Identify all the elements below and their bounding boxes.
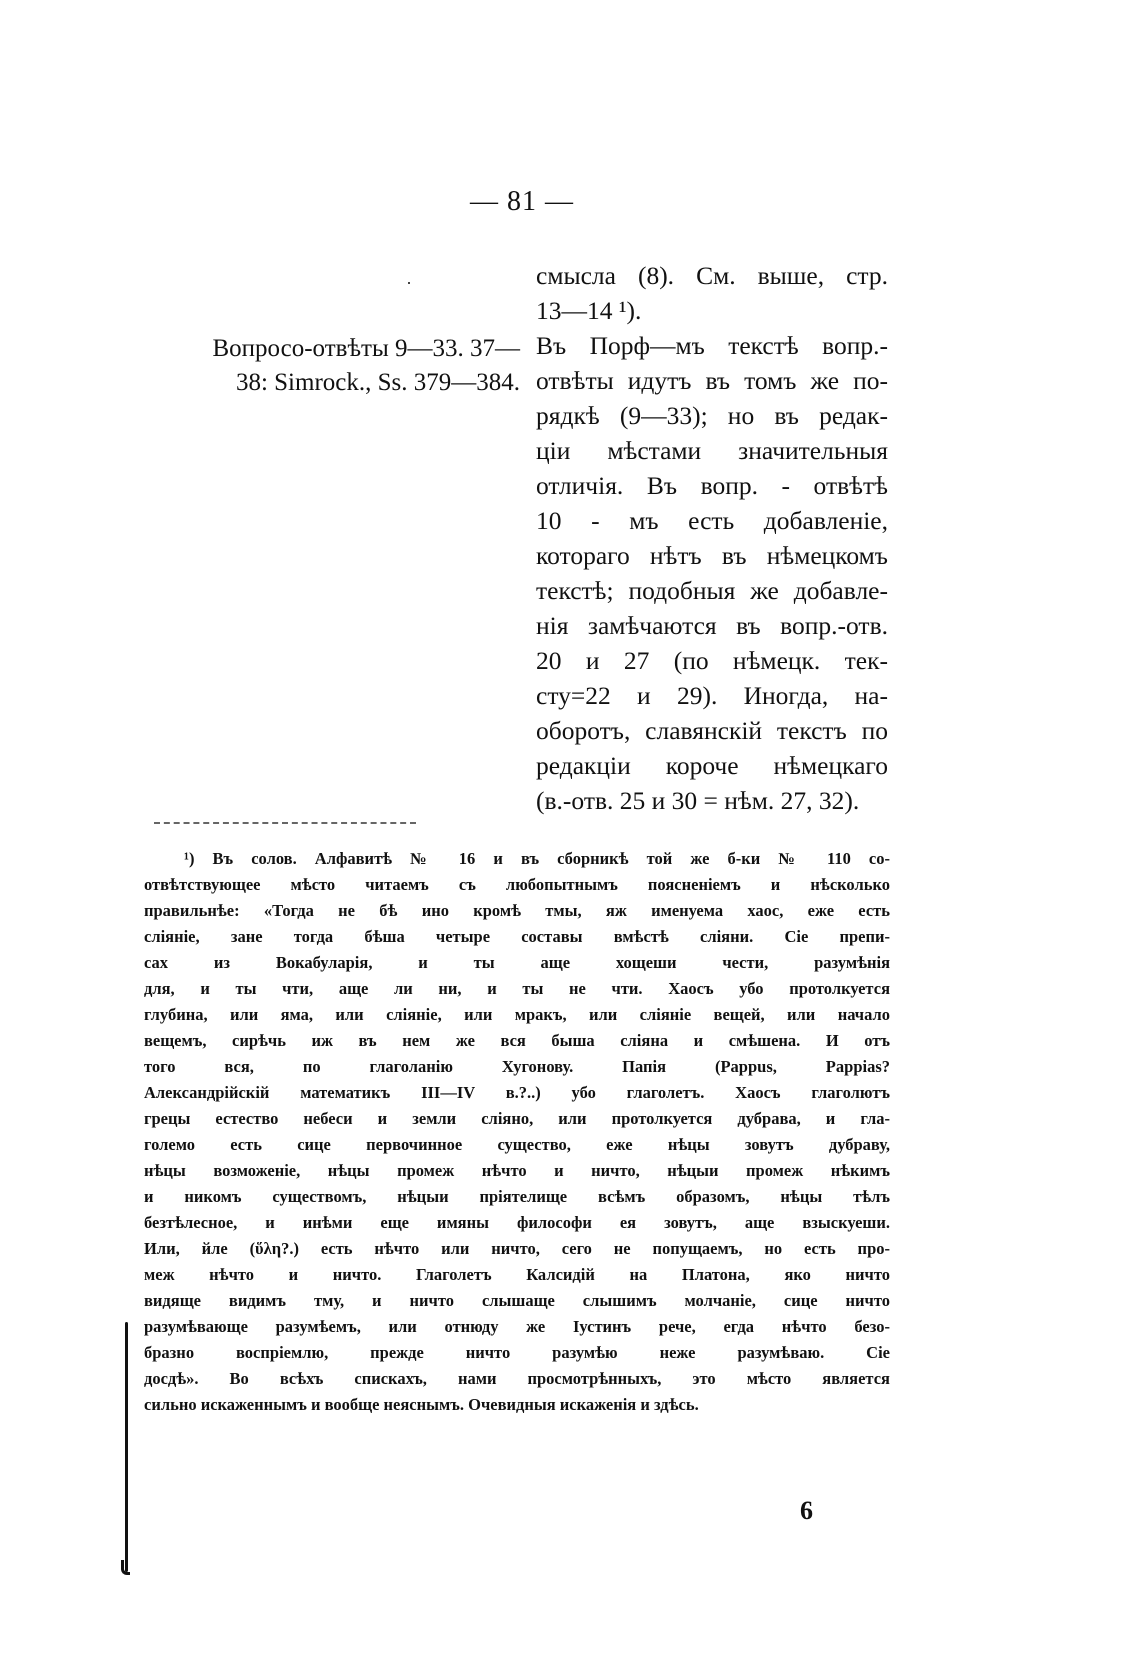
footnote-divider — [154, 822, 416, 824]
signature-mark: 6 — [800, 1496, 813, 1525]
text-line: Въ Порф—мъ текстѣ вопр.- — [536, 331, 888, 360]
footnote — [144, 846, 890, 1418]
text-line: смысла (8). См. выше, стр. — [536, 261, 888, 290]
footnote-line: и никомъ существомъ, нѣцыи пріятелище всѣмъ образомъ, нѣцы тѣлъ — [144, 1187, 890, 1206]
text-line: нія замѣчаются въ вопр.-отв. — [536, 611, 888, 640]
footnote-line: ¹) Въ солов. Алфавитѣ № 16 и въ сборникѣ той же б-ки № 110 со- — [184, 849, 890, 868]
left-note-line: 38: Simrock., Ss. 379—384. — [235, 369, 520, 396]
text-line: 13—14 ¹). — [536, 296, 642, 325]
text-line: 10 - мъ есть добавленіе, — [536, 506, 888, 535]
footnote-line: големо есть сице первочинное существо, еже нѣцы зовутъ дубраву, — [144, 1135, 890, 1154]
text-line: (в.-отв. 25 и 30 = нѣм. 27, 32). — [536, 786, 860, 815]
footnote-line: сах из Вокабуларія, и ты аще хощеши чести, разумѣнія — [144, 953, 890, 972]
footnote-line: для, и ты чти, аще ли ни, и ты не чти. Хаосъ убо протолкуется — [144, 979, 890, 998]
footnote-line: грецы естество небеси и земли сліяно, или протолкуется дубрава, и гла- — [144, 1109, 890, 1128]
margin-mark-line — [125, 1322, 128, 1572]
left-margin-note — [152, 332, 520, 400]
footnote-line: того вся, по глаголанію Хугонову. Папія (Pappus, Pappias? — [144, 1057, 890, 1076]
footnote-line: безтѣлесное, и инѣми еще имяны философи ея зовутъ, аще взыскуеши. — [144, 1213, 890, 1232]
text-line: отличія. Въ вопр. - отвѣтѣ — [536, 471, 888, 500]
speck — [408, 282, 410, 284]
footnote-line: отвѣтствующее мѣсто читаемъ съ любопытнымъ поясненіемъ и нѣсколько — [144, 875, 890, 894]
footnote-line: глубина, или яма, или сліяніе, или мракъ, или сліяніе вещей, или начало — [144, 1005, 890, 1024]
text-line: сту=22 и 29). Иногда, на- — [536, 681, 888, 710]
footnote-line: видяще видимъ тму, и ничто слышаще слышимъ молчаніе, сице ничто — [144, 1291, 890, 1310]
footnote-line: Или, йле (ὕλη?.) есть нѣчто или ничто, сего не попущаемъ, но есть про- — [144, 1239, 890, 1258]
footnote-line: досдѣ». Во всѣхъ спискахъ, нами просмотрѣнныхъ, это мѣсто является — [144, 1369, 890, 1388]
footnote-line: правильнѣе: «Тогда не бѣ ино кромѣ тмы, яж именуема хаос, еже есть — [144, 901, 890, 920]
margin-mark-tail — [121, 1560, 130, 1575]
text-line: котораго нѣтъ въ нѣмецкомъ — [536, 541, 888, 570]
text-line: оборотъ, славянскій текстъ по — [536, 716, 888, 745]
text-line: рядкѣ (9—33); но въ редак- — [536, 401, 888, 430]
main-text-column — [536, 258, 888, 818]
footnote-line: сильно искаженнымъ и вообще неяснымъ. Очевидныя искаженія и здѣсь. — [144, 1395, 699, 1414]
text-line: отвѣты идутъ въ томъ же по- — [536, 366, 888, 395]
footnote-line: нѣцы возможеніе, нѣцы промеж нѣчто и ничто, нѣцыи промеж нѣкимъ — [144, 1161, 890, 1180]
footnote-line: бразно воспріемлю, прежде ничто разумѣю неже разумѣваю. Сіе — [144, 1343, 890, 1362]
footnote-line: Александрійскій математикъ III—IV в.?..) убо глаголетъ. Хаосъ глаголютъ — [144, 1083, 890, 1102]
footnote-line: разумѣвающе разумѣемъ, или отнюду же Іустинъ рече, егда нѣчто безо- — [144, 1317, 890, 1336]
footnote-line: меж нѣчто и ничто. Глаголетъ Калсидій на Платона, яко ничто — [144, 1265, 890, 1284]
footnote-line: сліяніе, зане тогда бѣша четыре составы вмѣстѣ сліяни. Сіе препи- — [144, 927, 890, 946]
text-line: ціи мѣстами значительныя — [536, 436, 888, 465]
text-line: текстѣ; подобныя же добавле- — [536, 576, 888, 605]
left-note-line: Вопросо-отвѣты 9—33. 37— — [212, 335, 520, 362]
text-line: 20 и 27 (по нѣмецк. тек- — [536, 646, 888, 675]
footnote-line: вещемъ, сирѣчь иж въ нем же вся быша сліяна и смѣшена. И отъ — [144, 1031, 890, 1050]
page-number: — 81 — — [470, 186, 574, 217]
text-line: редакціи короче нѣмецкаго — [536, 751, 888, 780]
